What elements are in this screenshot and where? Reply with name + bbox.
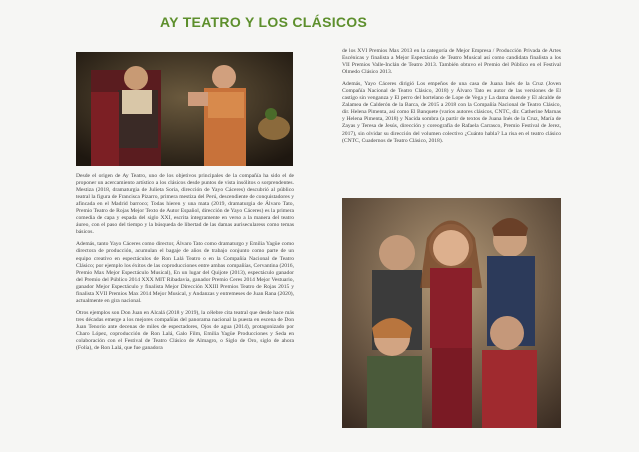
- paragraph: Otros ejemplos son Don Juan en Alcalá (2018 y 2019), la célebre cita teatral que desde hace más tres décadas emerge a los mejores compañías del panorama nacional la puesta en escena de Don Juan Tenorio ante decenas de miles de espectadores, Ojos de agua (2014), protagonizado por Charo López, coproducción de Ron Lalá, Galo Film, Emilia Yagüe Producciones y Seda en colaboración con el Festival de Teatro Clásico de Almagro, o Siglo de Oro, siglo de ahora (Folía), de Ron Lalá, que fue ganadora: [76, 309, 294, 352]
- cast-group-photo: [342, 198, 561, 428]
- paragraph: Además, Yayo Cáceres dirigió Los empeños de una casa de Juana Inés de la Cruz (Joven Compañía Nacional de Teatro Clásico, 2018) y Álvaro Tato es autor de las versiones de El castigo sin venganza y El perro del hortelano de Lope de Vega y La dama duende y El alcalde de Zalamea de Calderón de la Barca, de 2015 a 2018 con la Compañía Nacional de Teatro Clásico, dir. Helena Pimenta, así como El Banquete (varios autores clásicos, CNTC, dir. Catherine Marnas y Helena Pimenta, 2018) y Nacida sombra (a partir de textos de Juana Inés de la Cruz, María de Zayas y Teresa de Jesús, dirección y coreografía de Rafaela Carrasco, Premio Festival de Jerez, 2017), sin olvidar su dirección del volumen colectivo ¿Cuánto habla? La risa en el teatro clásico (CNTC, Cuadernos de Teatro Clásico, 2018).: [342, 81, 561, 144]
- stage-photo-duo: [76, 52, 293, 166]
- page-title: AY TEATRO Y LOS CLÁSICOS: [160, 14, 368, 30]
- paragraph: Desde el origen de Ay Teatro, uno de los objetivos principales de la compañía ha sido el de proponer un acercamiento artístico a los clásicos desde puntos de vista insólitos o sorprendentes. Mestiza (2018, dramaturgia de Julieta Soria, dirección de Yayo Cáceres) descubrió al público teatral la figura de Francisca Pizarro, primera mestiza del Perú, descendiente de conquistadores y afincada en el Madrid barroco; Todas hieren y una mata (2019, dramaturgia de Álvaro Tato, Premio Teatro de Rojas Mejor Texto de Autor Español, dirección de Yayo Cáceres) es la primera comedia de capa y espada del siglo XXI, escrita íntegramente en verso a la manera del teatro áureo, con el paso del tiempo y la búsqueda de libertad de las damas aurisecularess como temas básicos.: [76, 173, 294, 236]
- text-column-left: [76, 173, 294, 357]
- text-column-right: [342, 48, 561, 150]
- paragraph: Además, tanto Yayo Cáceres como director, Álvaro Tato como dramaturgo y Emilia Yagüe como directora de producción, acumulan el bagaje de años de trabajo conjunto como parte de un equipo creativo en espectáculos de Ron Lalá Teatro o en la Compañía Nacional de Teatro Clásico; por ejemplo los éxitos de las coproducciones entre ambas compañías, Cervantina (2016, Premio Max Mejor Espectáculo Musical), En un lugar del Quijote (2013), espectáculo ganador del Premio del Público 2014 XXX MIT Ribadavia, ganador Premio Ceres 2014 Mejor Vestuario, ganador Mejor Espectáculo y finalista Mejor Dirección XXIII Premios Teatro de Rojas 2015 y finalista XVII Premios Max 2014 Mejor Musical, y Andanzas y entremeses de Juan Rana (2020), actualmente en gira nacional.: [76, 241, 294, 304]
- paragraph: de los XVI Premios Max 2013 en la categoría de Mejor Empresa / Producción Privada de Artes Escénicas y finalista a Mejor Espectáculo de Teatro Musical así como candidata finalista a los VII Premios Valle-Inclán de Teatro 2013. También obtuvo el Premio del Público en el Festival Olmedo Clásico 2013.: [342, 48, 561, 76]
